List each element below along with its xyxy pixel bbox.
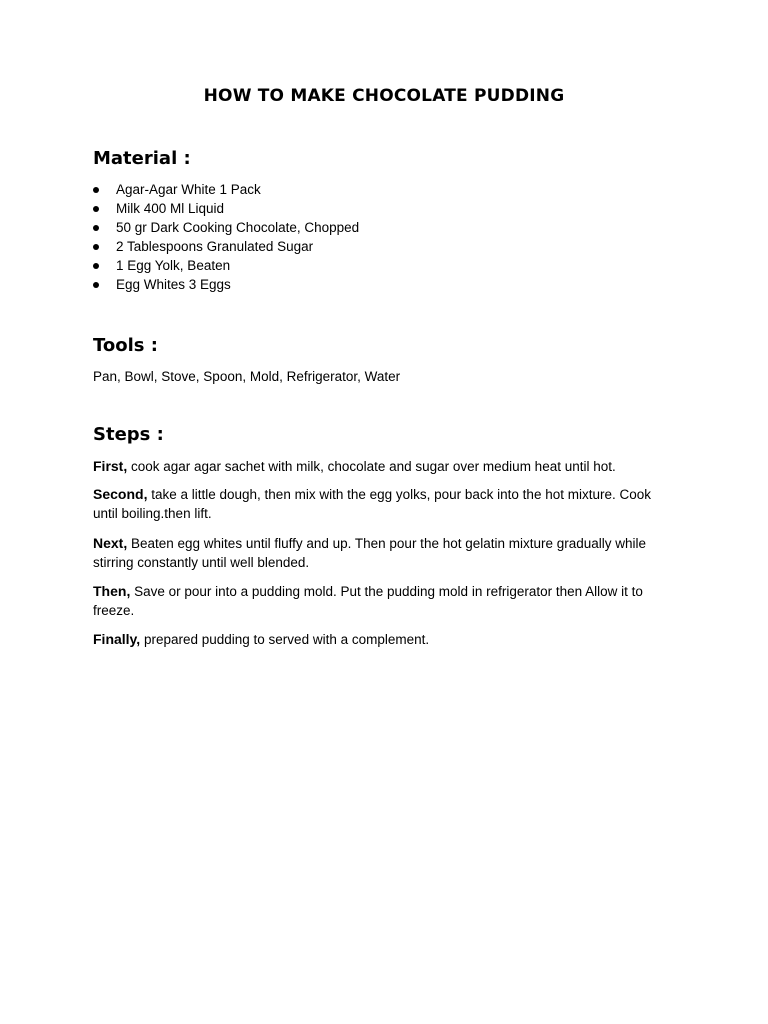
page-title: HOW TO MAKE CHOCOLATE PUDDING	[203, 86, 565, 106]
step-text: Beaten egg whites until fluffy and up. Then pour the hot gelatin mixture gradually while stirring constantly until well blended.	[93, 536, 647, 570]
step-text: take a little dough, then mix with the egg yolks, pour back into the hot mixture. Cook until boiling.then lift.	[93, 487, 651, 521]
step-text: prepared pudding to served with a complement.	[140, 632, 430, 647]
step-lead: First,	[93, 458, 128, 474]
bullet-icon	[93, 206, 99, 212]
bullet-icon	[93, 263, 99, 269]
step-paragraph	[93, 534, 673, 572]
list-item	[93, 180, 359, 199]
material-item-text: Agar-Agar White 1 Pack	[116, 182, 261, 197]
step-lead: Finally,	[93, 631, 141, 647]
step-lead: Then,	[93, 583, 131, 599]
bullet-icon	[93, 225, 99, 231]
step-paragraph	[93, 485, 673, 523]
step-lead: Next,	[93, 535, 128, 551]
list-item	[93, 237, 359, 256]
material-item-text: 50 gr Dark Cooking Chocolate, Chopped	[116, 220, 360, 235]
step-text: Save or pour into a pudding mold. Put the pudding mold in refrigerator then Allow it to freeze.	[93, 584, 643, 618]
bullet-icon	[93, 187, 99, 193]
tools-heading: Tools :	[93, 335, 158, 356]
list-item	[93, 218, 359, 237]
step-paragraph	[93, 582, 673, 620]
steps-heading: Steps :	[93, 424, 164, 445]
material-list	[93, 180, 359, 294]
material-item-text: Milk 400 Ml Liquid	[116, 201, 225, 216]
list-item	[93, 275, 359, 294]
step-lead: Second,	[93, 486, 148, 502]
material-item-text: Egg Whites 3 Eggs	[116, 277, 231, 292]
bullet-icon	[93, 244, 99, 250]
bullet-icon	[93, 282, 99, 288]
material-item-text: 2 Tablespoons Granulated Sugar	[116, 239, 314, 254]
step-text: cook agar agar sachet with milk, chocolate and sugar over medium heat until hot.	[127, 459, 616, 474]
list-item	[93, 199, 359, 218]
step-paragraph	[93, 630, 673, 649]
list-item	[93, 256, 359, 275]
material-item-text: 1 Egg Yolk, Beaten	[116, 258, 231, 273]
tools-text: Pan, Bowl, Stove, Spoon, Mold, Refrigerator, Water	[93, 369, 401, 384]
step-paragraph	[93, 457, 673, 476]
material-heading: Material :	[93, 148, 191, 169]
